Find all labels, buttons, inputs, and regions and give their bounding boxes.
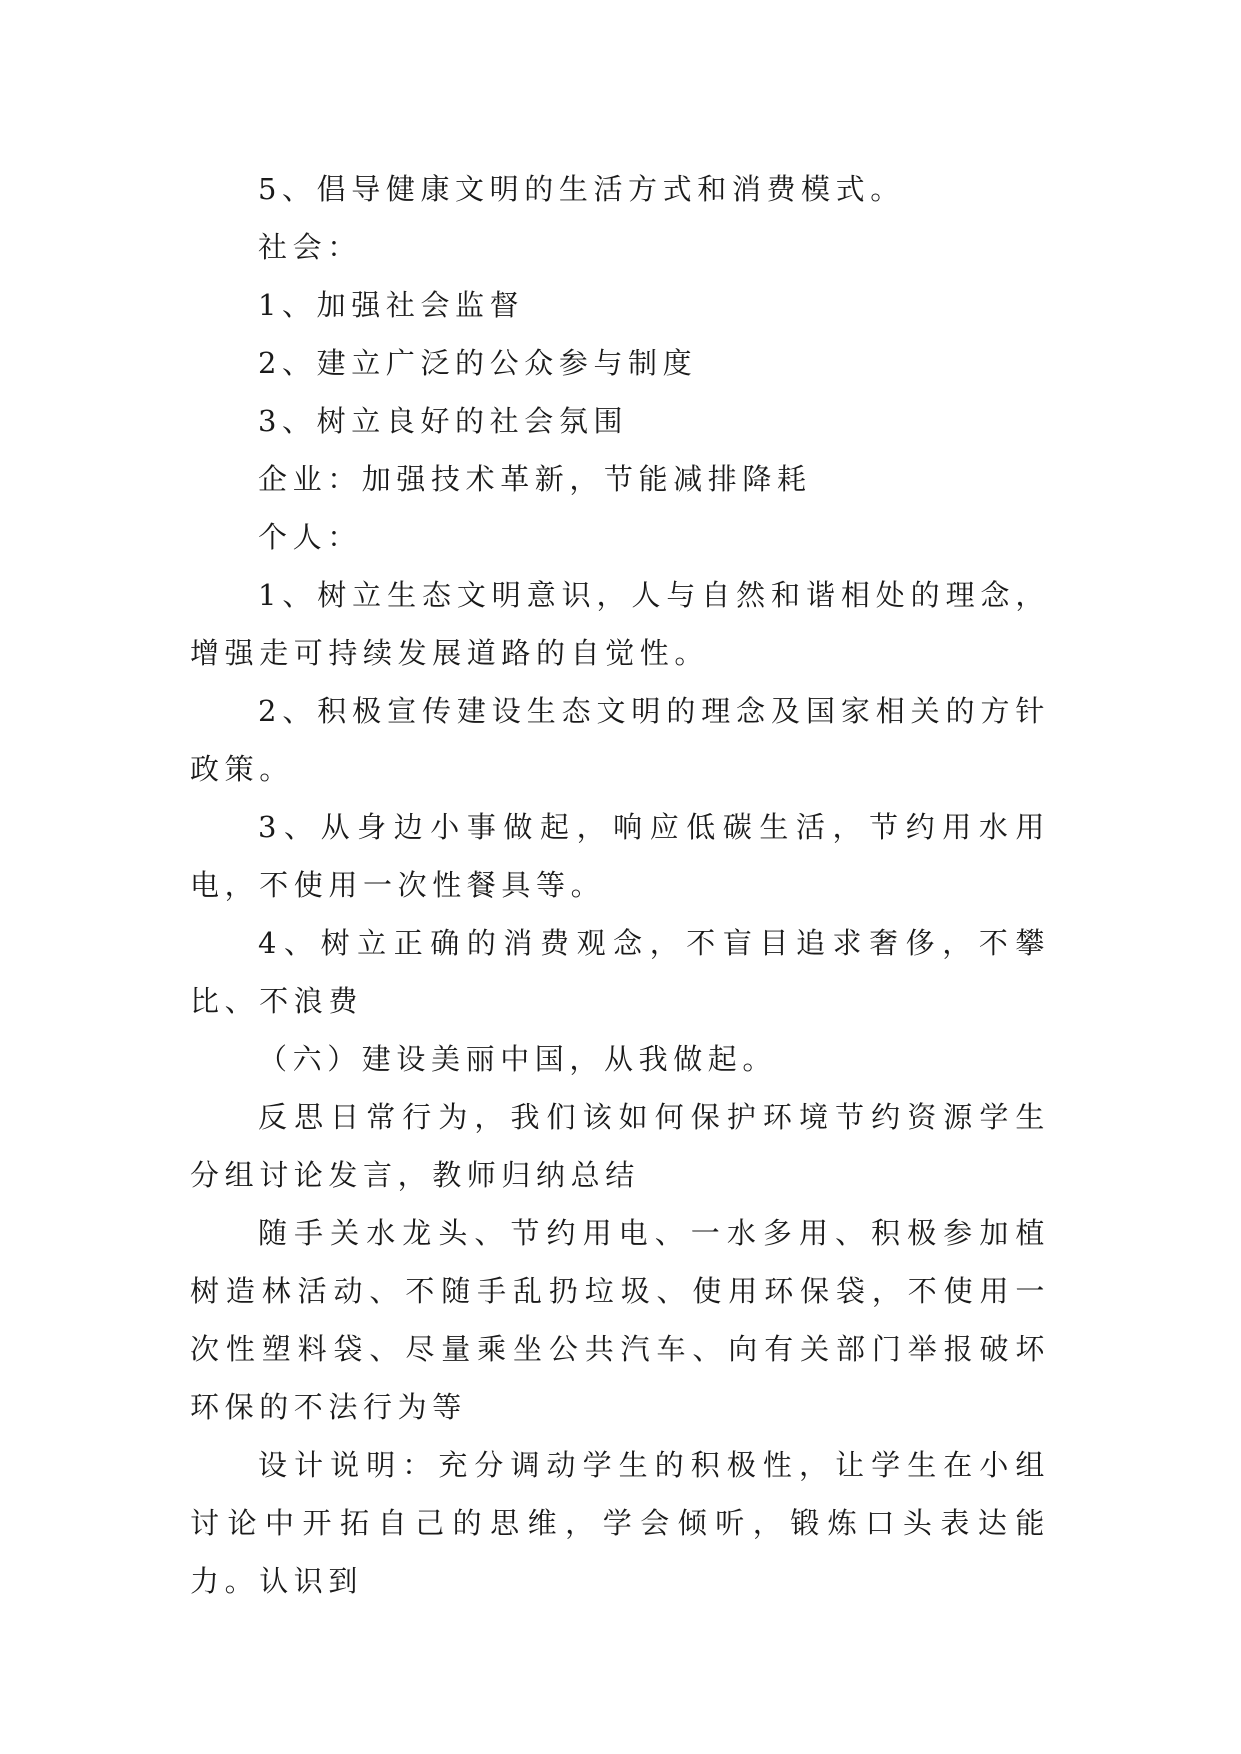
paragraph-individual-item-1: 1、树立生态文明意识，人与自然和谐相处的理念，增强走可持续发展道路的自觉性。 — [190, 578, 1050, 670]
paragraph-society-item-2: 2、建立广泛的公众参与制度 — [258, 346, 698, 380]
section-heading-six: （六）建设美丽中国，从我做起。 — [258, 1042, 778, 1076]
paragraph-individual-item-3: 3、从身边小事做起，响应低碳生活，节约用水用电，不使用一次性餐具等。 — [190, 810, 1050, 902]
paragraph-design-note: 设计说明：充分调动学生的积极性，让学生在小组讨论中开拓自己的思维，学会倾听，锻炼口头表达能力。认识到 — [190, 1448, 1050, 1598]
paragraph-individual-item-2: 2、积极宣传建设生态文明的理念及国家相关的方针政策。 — [190, 694, 1050, 786]
paragraph-society-item-1: 1、加强社会监督 — [258, 288, 525, 322]
paragraph-lifestyle: 5、倡导健康文明的生活方式和消费模式。 — [258, 172, 905, 206]
paragraph-society-heading: 社会： — [258, 230, 362, 264]
paragraph-actions: 随手关水龙头、节约用电、一水多用、积极参加植树造林活动、不随手乱扔垃圾、使用环保袋，不使用一次性塑料袋、尽量乘坐公共汽车、向有关部门举报破坏环保的不法行为等 — [190, 1216, 1050, 1424]
paragraph-reflection: 反思日常行为，我们该如何保护环境节约资源学生分组讨论发言，教师归纳总结 — [190, 1100, 1050, 1192]
paragraph-individual-item-4: 4、树立正确的消费观念，不盲目追求奢侈，不攀比、不浪费 — [190, 926, 1050, 1018]
paragraph-individual-heading: 个人： — [258, 520, 362, 554]
paragraph-society-item-3: 3、树立良好的社会氛围 — [258, 404, 629, 438]
paragraph-enterprise: 企业：加强技术革新，节能减排降耗 — [258, 462, 812, 496]
document-body — [190, 160, 1050, 1610]
